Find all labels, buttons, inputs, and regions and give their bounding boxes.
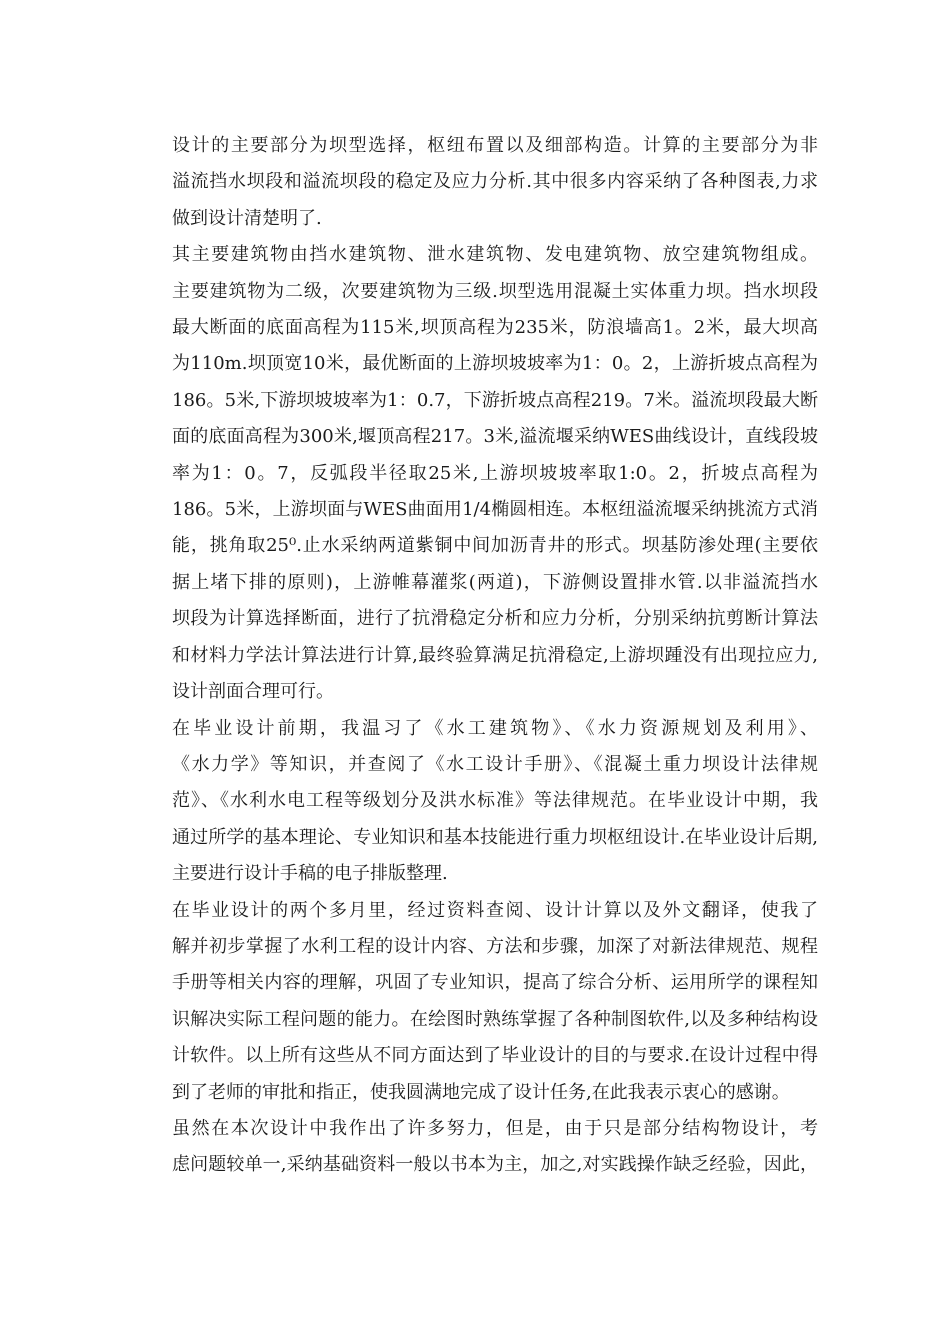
text-line: 溢流挡水坝段和溢流坝段的稳定及应力分析.其中很多内容采纳了各种图表,力求 xyxy=(172,171,818,193)
paragraph-design-summary xyxy=(136,128,818,237)
text-line: 虽然在本次设计中我作出了许多努力，但是，由于只是部分结构物设计，考 xyxy=(172,1117,818,1139)
text-line: 识解决实际工程问题的能力。在绘图时熟练掌握了各种制图软件,以及多种结构设 xyxy=(172,1008,818,1030)
text-line: 设计的主要部分为坝型选择，枢纽布置以及细部构造。计算的主要部分为非 xyxy=(172,135,818,156)
text-line: 在毕业设计前期，我温习了《水工建筑物》、《水力资源规划及利用》、 xyxy=(172,717,818,739)
text-line: 到了老师的审批和指正，使我圆满地完成了设计任务,在此我表示衷心的感谢。 xyxy=(172,1081,790,1103)
paragraph-limitations xyxy=(136,1111,818,1184)
text-line: 通过所学的基本理论、专业知识和基本技能进行重力坝枢纽设计.在毕业设计后期, xyxy=(172,826,818,848)
text-line: 手册等相关内容的理解，巩固了专业知识，提高了综合分析、运用所学的课程知 xyxy=(172,972,818,994)
text-line: 面的底面高程为300米,堰顶高程217。3米,溢流堰采纳WES曲线设计，直线段坡 xyxy=(172,426,818,448)
paragraph-acknowledgement xyxy=(136,893,818,1111)
text-line: 做到设计清楚明了. xyxy=(172,207,322,229)
text-line: 能，挑角取25⁰.止水采纳两道紫铜中间加沥青井的形式。坝基防渗处理(主要依 xyxy=(172,535,818,557)
text-line: 设计剖面合理可行。 xyxy=(172,681,334,703)
text-line: 186。5米,下游坝坡坡率为1：0.7，下游折坡点高程219。7米。溢流坝段最大断 xyxy=(172,389,818,411)
paragraph-main-structures xyxy=(136,237,818,710)
text-line: 解并初步掌握了水利工程的设计内容、方法和步骤，加深了对新法律规范、规程 xyxy=(172,935,818,957)
text-line: 主要建筑物为二级，次要建筑物为三级.坝型选用混凝土实体重力坝。挡水坝段 xyxy=(172,280,818,302)
paragraph-design-phases xyxy=(136,711,818,893)
text-line: 主要进行设计手稿的电子排版整理. xyxy=(172,863,448,885)
text-line: 计软件。以上所有这些从不同方面达到了毕业设计的目的与要求.在设计过程中得 xyxy=(172,1045,818,1067)
text-line: 范》、《水利水电工程等级划分及洪水标准》等法律规范。在毕业设计中期，我 xyxy=(172,790,818,812)
text-line: 率为1：0。7，反弧段半径取25米,上游坝坡坡率取1:0。2，折坡点高程为 xyxy=(172,462,818,484)
text-line: 虑问题较单一,采纳基础资料一般以书本为主，加之,对实践操作缺乏经验，因此， xyxy=(172,1154,818,1176)
text-line: 坝段为计算选择断面，进行了抗滑稳定分析和应力分析，分别采纳抗剪断计算法 xyxy=(172,608,818,630)
text-line: 在毕业设计的两个多月里，经过资料查阅、设计计算以及外文翻译，使我了 xyxy=(172,899,818,921)
text-line: 最大断面的底面高程为115米,坝顶高程为235米，防浪墙高1。2米，最大坝高 xyxy=(172,317,818,339)
text-line: 186。5米，上游坝面与WES曲面用1/4椭圆相连。本枢纽溢流堰采纳挑流方式消 xyxy=(172,499,818,521)
document-page xyxy=(136,128,818,1184)
text-line: 为110m.坝顶宽10米，最优断面的上游坝坡坡率为1：0。2，上游折坡点高程为 xyxy=(172,353,818,375)
text-line: 和材料力学法计算法进行计算,最终验算满足抗滑稳定,上游坝踵没有出现拉应力, xyxy=(172,644,818,666)
text-line: 《水力学》等知识，并查阅了《水工设计手册》、《混凝土重力坝设计法律规 xyxy=(172,753,818,775)
text-line: 其主要建筑物由挡水建筑物、泄水建筑物、发电建筑物、放空建筑物组成。 xyxy=(172,244,818,266)
text-line: 据上堵下排的原则)，上游帷幕灌浆(两道)，下游侧设置排水管.以非溢流挡水 xyxy=(172,571,818,593)
